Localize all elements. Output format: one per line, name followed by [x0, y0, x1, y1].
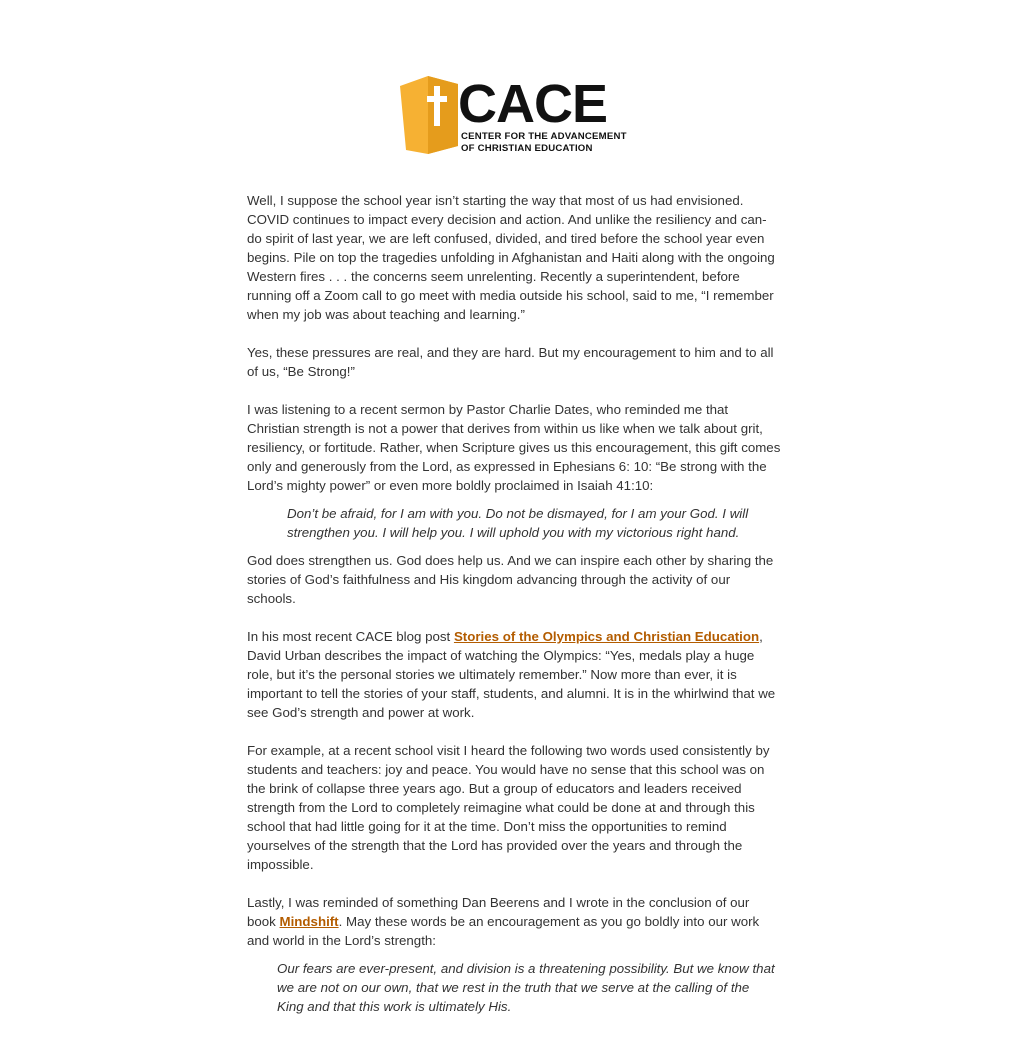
- paragraph-blog-post: [247, 627, 781, 722]
- mindshift-quote: Our fears are ever-present, and division is a threatening possibility. But we know that we are not on our own, that we rest in the truth that we serve at the calling of the King and that this work is ultimately His.: [277, 961, 775, 1014]
- scripture-quote: Don’t be afraid, for I am with you. Do not be dismayed, for I am your God. I will strengthen you. I will help you. I will uphold you with my victorious right hand.: [287, 506, 749, 540]
- cace-logo-mark-icon: [398, 76, 460, 156]
- mindshift-book-link[interactable]: Mindshift: [279, 914, 339, 929]
- paragraph-mindshift: [247, 893, 781, 950]
- blog-post-text-after: , David Urban describes the impact of watching the Olympics: “Yes, medals play a huge role, but it’s the personal stories we ultimately remember.” Now more than ever, it is important to tell the stories of your staff, students, and alumni. It is in the whirlwind that we see God’s strength and power at work.: [247, 629, 776, 720]
- article-body: [247, 191, 781, 1016]
- paragraph-be-strong: Yes, these pressures are real, and they are hard. But my encouragement to him and to all of us, “Be Strong!”: [247, 345, 774, 379]
- blog-post-text-before: In his most recent CACE blog post: [247, 629, 454, 644]
- mindshift-text-after: . May these words be an encouragement as you go boldly into our work and world in the Lord’s strength:: [247, 914, 760, 948]
- paragraph-sermon: I was listening to a recent sermon by Pastor Charlie Dates, who reminded me that Christian strength is not a power that derives from within us like when we talk about grit, resiliency, or fortitude. Rather, when Scripture gives us this encouragement, this gift comes only and generously from the Lord, as expressed in Ephesians 6: 10: “Be strong with the Lord’s mighty power” or even more boldly proclaimed in Isaiah 41:10:: [247, 402, 781, 493]
- olympics-blog-link[interactable]: Stories of the Olympics and Christian Education: [453, 629, 760, 644]
- logo-subtitle-line2: OF CHRISTIAN EDUCATION: [461, 143, 593, 154]
- logo-subtitle-line1: CENTER FOR THE ADVANCEMENT: [461, 131, 627, 142]
- paragraph-school-visit: For example, at a recent school visit I heard the following two words used consistently by students and teachers: joy and peace. You would have no sense that this school was on the brink of collapse three years ago. But a group of educators and leaders received strength from the Lord to completely reimagine what could be done at and through this school that had little going for it at the time. Don’t miss the opportunities to remind yourselves of the strength that the Lord has provided over the years and through the impossible.: [247, 743, 770, 872]
- logo-wordmark: CACE: [458, 74, 608, 134]
- cace-logo: [398, 76, 628, 156]
- paragraph-god-strengthens: God does strengthen us. God does help us. And we can inspire each other by sharing the stories of God’s faithfulness and His kingdom advancing through the activity of our schools.: [247, 553, 774, 606]
- paragraph-intro: Well, I suppose the school year isn’t starting the way that most of us had envisioned. COVID continues to impact every decision and action. And unlike the resiliency and can-do spirit of last year, we are left confused, divided, and tired before the school year even begins. Pile on top the tragedies unfolding in Afghanistan and Haiti along with the ongoing Western fires . . . the concerns seem unrelenting. Recently a superintendent, before running off a Zoom call to go meet with media outside his school, said to me, “I remember when my job was about teaching and learning.”: [247, 193, 775, 322]
- mindshift-text-before: Lastly, I was reminded of something Dan Beerens and I wrote in the conclusion of our book: [247, 895, 750, 929]
